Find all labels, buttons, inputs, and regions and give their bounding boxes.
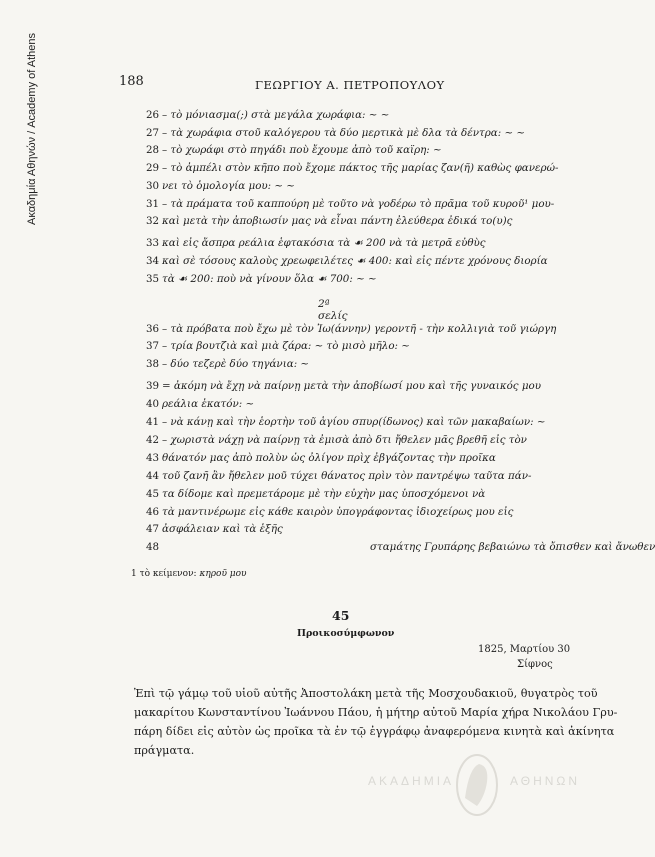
- footnote: [131, 569, 247, 579]
- document-date: 1825, Μαρτίου 30: [478, 644, 571, 655]
- document-summary: [134, 684, 618, 760]
- line-45: 45 τα δίδομε καὶ πρεμετάρομε μὲ τὴν εὐχὴν μας ὑποσχόμενοι νὰ: [146, 488, 486, 500]
- line-26: 26 – τὸ μόνιασμα(;) στὰ μεγάλα χωράφια: ~ ~: [146, 109, 390, 121]
- summary-line: πράγματα.: [134, 744, 195, 757]
- line-35: 35 τὰ ☙ 200: ποὺ νὰ γίνουν ὅλα ☙ 700: ~ ~: [146, 273, 377, 285]
- line-46: 46 τὰ μαντινέρωμε εἰς κάθε καιρὸν ὑπογράφοντας ἰδιοχείρως μου εἰς: [146, 506, 514, 518]
- line-28: 28 – τὸ χωράφι στὸ πηγάδι ποὺ ἔχουμε ἀπὸ τοῦ καϊρη: ~: [146, 144, 442, 156]
- summary-line: μακαρίτου Κωνσταντίνου Ἰωάννου Πάου, ἡ μήτηρ αὐτοῦ Μαρία χήρα Νικολάου Γρυ-: [134, 706, 618, 719]
- running-head: ΓΕΩΡΓΙΟΥ Α. ΠΕΤΡΟΠΟΥΛΟΥ: [255, 78, 445, 92]
- watermark-left-text: ΑΚΑΔΗΜΙΑ: [368, 774, 455, 788]
- document-number: 45: [332, 608, 350, 623]
- line-44: 44 τοῦ ζανῆ ἂν ἤθελεν μοῦ τύχει θάνατος πρὶν τὸν παντρέψω ταῦτα πάν-: [146, 470, 532, 482]
- line-47: 47 ἀσφάλειαν καὶ τὰ ἑξῆς: [146, 523, 283, 535]
- line-40: 40 ρεάλια ἑκατόν: ~: [146, 398, 255, 410]
- watermark-right-text: ΑΘΗΝΩΝ: [510, 774, 581, 788]
- line-41: 41 – νὰ κάνῃ καὶ τὴν ἑορτὴν τοῦ ἁγίου σπυρ(ίδωνος) καὶ τῶν μακαβαίων: ~: [146, 416, 546, 428]
- line-34: 34 καὶ σὲ τόσους καλοὺς χρεωφειλέτες ☙ 400: καὶ εἰς πέντε χρόνους διορία: [146, 255, 548, 267]
- line-30: 30 νει τὸ ὁμολογία μου: ~ ~: [146, 180, 295, 192]
- section-title: 2ª σελίς: [318, 298, 348, 322]
- line-29: 29 – τὸ ἀμπέλι στὸν κῆπο ποὺ ἔχομε πάκτος τῆς μαρίας ζαν(ῆ) καθὼς φανερώ-: [146, 162, 559, 174]
- line-43: 43 θάνατόν μας ἀπὸ πολὺν ὡς ὀλίγον πρὶχ ἐβγάζοντας τὴν προῖκα: [146, 452, 496, 464]
- line-42: 42 – χωριστὰ νάχῃ νὰ παίρνῃ τὰ ἐμισὰ ἀπὸ δτι ἤθελεν μᾶς βρεθῆ εἰς τὸν: [146, 434, 527, 446]
- summary-line: πάρη δίδει εἰς αὐτὸν ὡς προῖκα τὰ ἐν τῷ ἐγγράφῳ ἀναφερόμενα κινητὰ καὶ ἀκίνητα: [134, 725, 615, 738]
- archive-side-label: Ακαδημία Αθηνών / Academy of Athens: [26, 32, 38, 225]
- line-38: 38 – δύο τεζερὲ δύο τηγάνια: ~: [146, 358, 310, 370]
- line-33: 33 καὶ εἰς ἄσπρα ρεάλια ἑφτακόσια τὰ ☙ 200 νὰ τὰ μετρᾶ εὐθὺς: [146, 237, 486, 249]
- line-39: 39 = ἀκόμη νὰ ἔχῃ νὰ παίρνῃ μετὰ τὴν ἀποβίωσί μου καὶ τῆς γυναικός μου: [146, 380, 541, 392]
- line-27: 27 – τὰ χωράφια στοῦ καλόγερου τὰ δύο μερτικὰ μὲ δλα τὰ δέντρα: ~ ~: [146, 127, 525, 139]
- summary-line: Ἐπὶ τῷ γάμῳ τοῦ υἱοῦ αὐτῆς Ἀποστολάκη μετὰ τῆς Μοσχουδακιοῦ, θυγατρὸς τοῦ: [134, 687, 598, 700]
- document-title: Προικοσύμφωνον: [297, 628, 395, 639]
- line-48: 48 σταμάτης Γρυπάρης βεβαιώνω τὰ ὄπισθεν καὶ ἄνωθεν: [146, 541, 655, 553]
- page-number: 188: [119, 74, 144, 89]
- academy-watermark: [360, 752, 580, 822]
- line-36: 36 – τὰ πρόβατα ποὺ ἔχω μὲ τὸν Ἰω(άννην) γεροντῆ - τὴν κολλιγιὰ τοῦ γιώργη: [146, 323, 557, 335]
- document-place: Σίφνος: [517, 659, 553, 670]
- line-31: 31 – τὰ πράματα τοῦ καππούρη μὲ τοῦτο νὰ γοδέρω τὸ πρᾶμα τοῦ κυροῦ¹ μου-: [146, 198, 555, 210]
- footnote-text: κηροῦ μου: [199, 569, 247, 579]
- line-37: 37 – τρία βουτζιὰ καὶ μιὰ ζάρα: ~ τὸ μισὸ μῆλο: ~: [146, 340, 410, 352]
- footnote-marker: 1 τὸ κείμενον:: [131, 569, 197, 579]
- academy-emblem-icon: [455, 752, 499, 818]
- line-32: 32 καὶ μετὰ τὴν ἀποβιωσίν μας νὰ εἶναι πάντη ἐλεύθερα ἐδικά το(υ)ς: [146, 215, 513, 227]
